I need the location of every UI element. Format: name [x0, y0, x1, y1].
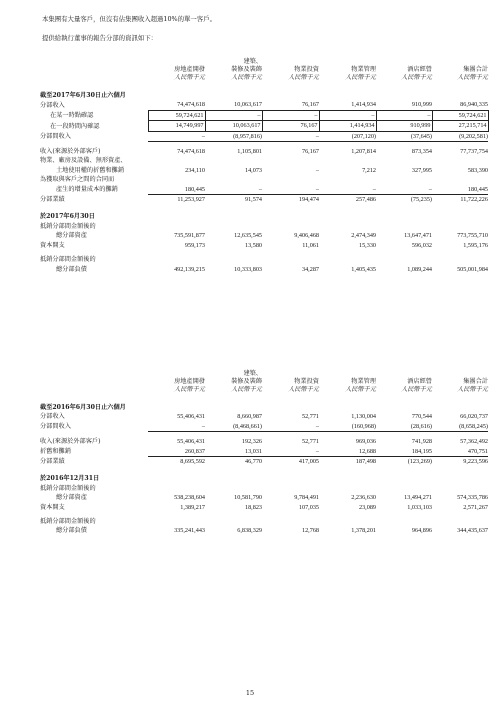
- column-header: 建築、 裝修及裝飾 人民幣千元: [231, 58, 262, 81]
- table-row: 總分部負債 492,139,215 10,333,803 34,287 1,405,435 1,089,244 505,001,984: [56, 265, 488, 273]
- period-title: 截至2017年6月30日止六個月: [40, 92, 126, 99]
- page-number: 15: [245, 689, 255, 697]
- table-row: 分部收入 74,474,618 10,063,617 76,167 1,414,934 910,999 86,940,335: [40, 101, 488, 109]
- intro-paragraph-2: 提供給執行董事的報告分部的資訊如下：: [42, 34, 158, 42]
- table-row: 總分部資產 735,591,877 12,635,545 9,406,468 2,474,349 13,647,471 773,755,710: [56, 232, 488, 240]
- table-row: 折舊和攤銷 260,837 13,031 – 12,688 184,195 470,751: [40, 447, 488, 456]
- table-row: 土地使用權的折舊和攤銷 234,110 14,073 – 7,212 327,995 583,390: [56, 166, 488, 174]
- column-header: 物業管理 人民幣千元: [345, 66, 376, 81]
- table-row: 在一段時間內確認 14,749,997 10,063,617 76,167 1,414,934 910,999 27,215,714: [50, 122, 487, 130]
- column-header: 建築、 裝修及裝飾 人民幣千元: [231, 370, 262, 393]
- segment-table-2016: [40, 370, 488, 536]
- column-header: 物業管理 人民幣千元: [345, 378, 376, 393]
- balance-date-title: 於2017年6月30日: [40, 213, 95, 221]
- column-header: 酒店經營 人民幣千元: [401, 66, 432, 81]
- balance-date-title: 於2016年12月31日: [40, 475, 100, 483]
- table-row: 資本開支 959,173 13,580 11,061 15,330 596,032 1,595,176: [40, 241, 488, 249]
- column-header: 集團合計 人民幣千元: [457, 378, 488, 393]
- intro-paragraph-1: 本集團有大量客戶，但沒有佔集團收入超過10%的單一客戶。: [42, 15, 216, 23]
- column-header: 集團合計 人民幣千元: [457, 66, 488, 81]
- table-row: 收入(來源於外部客戶) 55,406,431 192,326 52,771 969,036 741,928 57,362,492: [40, 438, 488, 446]
- column-header: 房地產開發 人民幣千元: [174, 66, 205, 81]
- table-row: 抵銷分部間金額後的: [40, 222, 96, 230]
- table-row: 物業、廠房及設備、無形資產、: [40, 157, 127, 165]
- table-row: 總分部資產 538,238,604 10,581,790 9,784,491 2,236,630 13,494,271 574,335,786: [56, 494, 488, 502]
- column-header: 物業投資 人民幣千元: [288, 378, 319, 393]
- table-row: 資本開支 1,389,217 18,823 107,035 23,089 1,033,103 2,571,267: [40, 503, 488, 511]
- table-row: 分部間收入 – (8,957,816) – (207,120) (37,645) (9,202,581): [40, 132, 488, 141]
- table-row: 分部間收入 – (8,468,661) – (160,968) (28,616) (8,658,245): [40, 422, 488, 431]
- column-header: 酒店經營 人民幣千元: [401, 378, 432, 393]
- period-title: 截至2016年6月30日止六個月: [40, 404, 126, 411]
- table-row: 產生的增量成本的攤銷 180,445 – – – – 180,445: [56, 185, 488, 194]
- table-row: 分部業績 8,695,592 46,770 417,005 187,498 (123,269) 9,223,596: [40, 458, 488, 466]
- table-row: 分部收入 55,406,431 8,660,987 52,771 1,130,004 770,544 66,020,737: [40, 413, 488, 421]
- table-row: 抵銷分部間金額後的: [40, 484, 96, 492]
- column-header: 物業投資 人民幣千元: [288, 66, 319, 81]
- table-row: 抵銷分部間金額後的: [40, 518, 96, 526]
- table-row: 抵銷分部間金額後的: [40, 256, 96, 264]
- table-row: 為獲取與客戶之間的合同而: [40, 176, 115, 184]
- table-row: 收入(來源於外部客戶) 74,474,618 1,105,801 76,167 1,207,814 873,354 77,737,754: [40, 148, 488, 156]
- segment-table-2017: [40, 58, 489, 274]
- table-row: 總分部負債 335,241,443 6,838,329 12,768 1,378,201 964,896 344,435,637: [56, 527, 488, 535]
- table-row: 分部業績 11,253,927 91,574 194,474 257,486 (75,235) 11,722,226: [40, 196, 488, 204]
- column-header: 房地產開發 人民幣千元: [174, 378, 205, 393]
- table-row: 在某一時點確認 59,724,621 – – – – 59,724,621: [50, 111, 487, 120]
